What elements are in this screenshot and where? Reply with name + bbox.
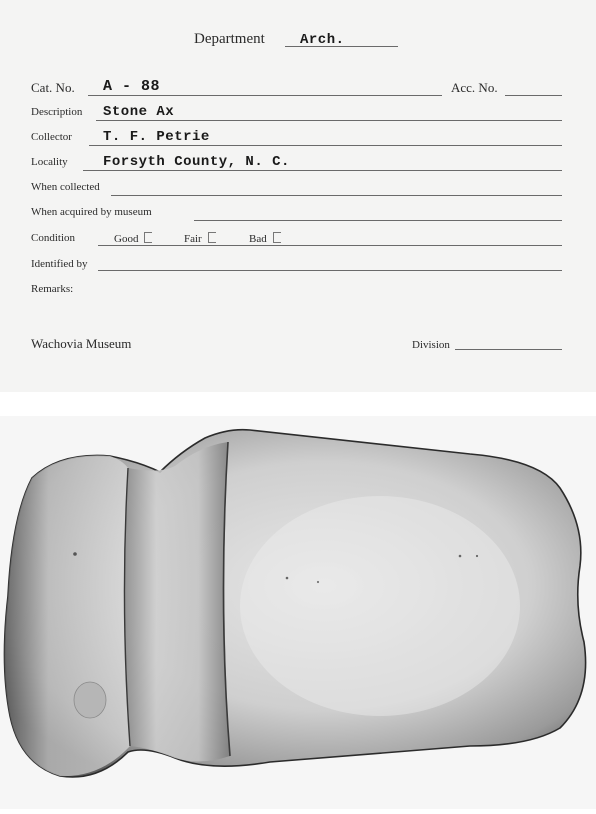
department-line bbox=[285, 46, 398, 47]
cat-no-value: A - 88 bbox=[103, 78, 161, 95]
collector-label: Collector bbox=[31, 131, 72, 143]
acc-no-label: Acc. No. bbox=[451, 80, 498, 95]
condition-good-label: Good bbox=[114, 233, 139, 245]
when-collected-label: When collected bbox=[31, 181, 100, 193]
speck bbox=[459, 555, 462, 558]
speck bbox=[317, 581, 319, 583]
catalog-card bbox=[0, 0, 596, 392]
description-value: Stone Ax bbox=[103, 104, 175, 120]
condition-good bbox=[114, 232, 152, 245]
blade-highlight bbox=[240, 496, 520, 716]
identified-by-line bbox=[98, 270, 562, 271]
collector-value: T. F. Petrie bbox=[103, 129, 210, 145]
condition-line bbox=[98, 245, 562, 246]
identified-by-label: Identified by bbox=[31, 258, 88, 270]
description-line bbox=[96, 120, 562, 121]
condition-bad-checkbox bbox=[273, 232, 281, 243]
speck bbox=[286, 577, 289, 580]
page-separator bbox=[0, 392, 596, 416]
condition-bad bbox=[249, 232, 281, 245]
department-value: Arch. bbox=[300, 32, 345, 48]
museum-name: Wachovia Museum bbox=[31, 336, 132, 351]
condition-bad-label: Bad bbox=[249, 233, 267, 245]
cat-no-label: Cat. No. bbox=[31, 80, 75, 95]
collector-line bbox=[89, 145, 562, 146]
condition-label: Condition bbox=[31, 232, 76, 244]
ax-groove bbox=[124, 442, 230, 762]
stone-ax-drawing bbox=[0, 416, 596, 809]
when-acquired-label: When acquired by museum bbox=[31, 206, 152, 218]
cat-no-line bbox=[88, 95, 442, 96]
speck bbox=[73, 552, 77, 556]
description-label: Description bbox=[31, 106, 83, 118]
acc-no-line bbox=[505, 95, 562, 96]
speck bbox=[476, 555, 478, 557]
condition-fair-checkbox bbox=[208, 232, 216, 243]
division-line bbox=[455, 349, 562, 350]
locality-value: Forsyth County, N. C. bbox=[103, 154, 290, 170]
ax-poll bbox=[4, 455, 130, 776]
condition-fair-label: Fair bbox=[184, 233, 202, 245]
division-label: Division bbox=[412, 339, 450, 351]
drawing-sheet bbox=[0, 416, 596, 809]
department-label: Department bbox=[194, 31, 265, 47]
pit bbox=[74, 682, 106, 718]
locality-label: Locality bbox=[31, 156, 68, 168]
when-collected-line bbox=[111, 195, 562, 196]
locality-line bbox=[83, 170, 562, 171]
condition-good-checkbox bbox=[144, 232, 152, 243]
remarks-label: Remarks: bbox=[31, 283, 74, 295]
condition-fair bbox=[184, 232, 216, 245]
when-acquired-line bbox=[194, 220, 562, 221]
